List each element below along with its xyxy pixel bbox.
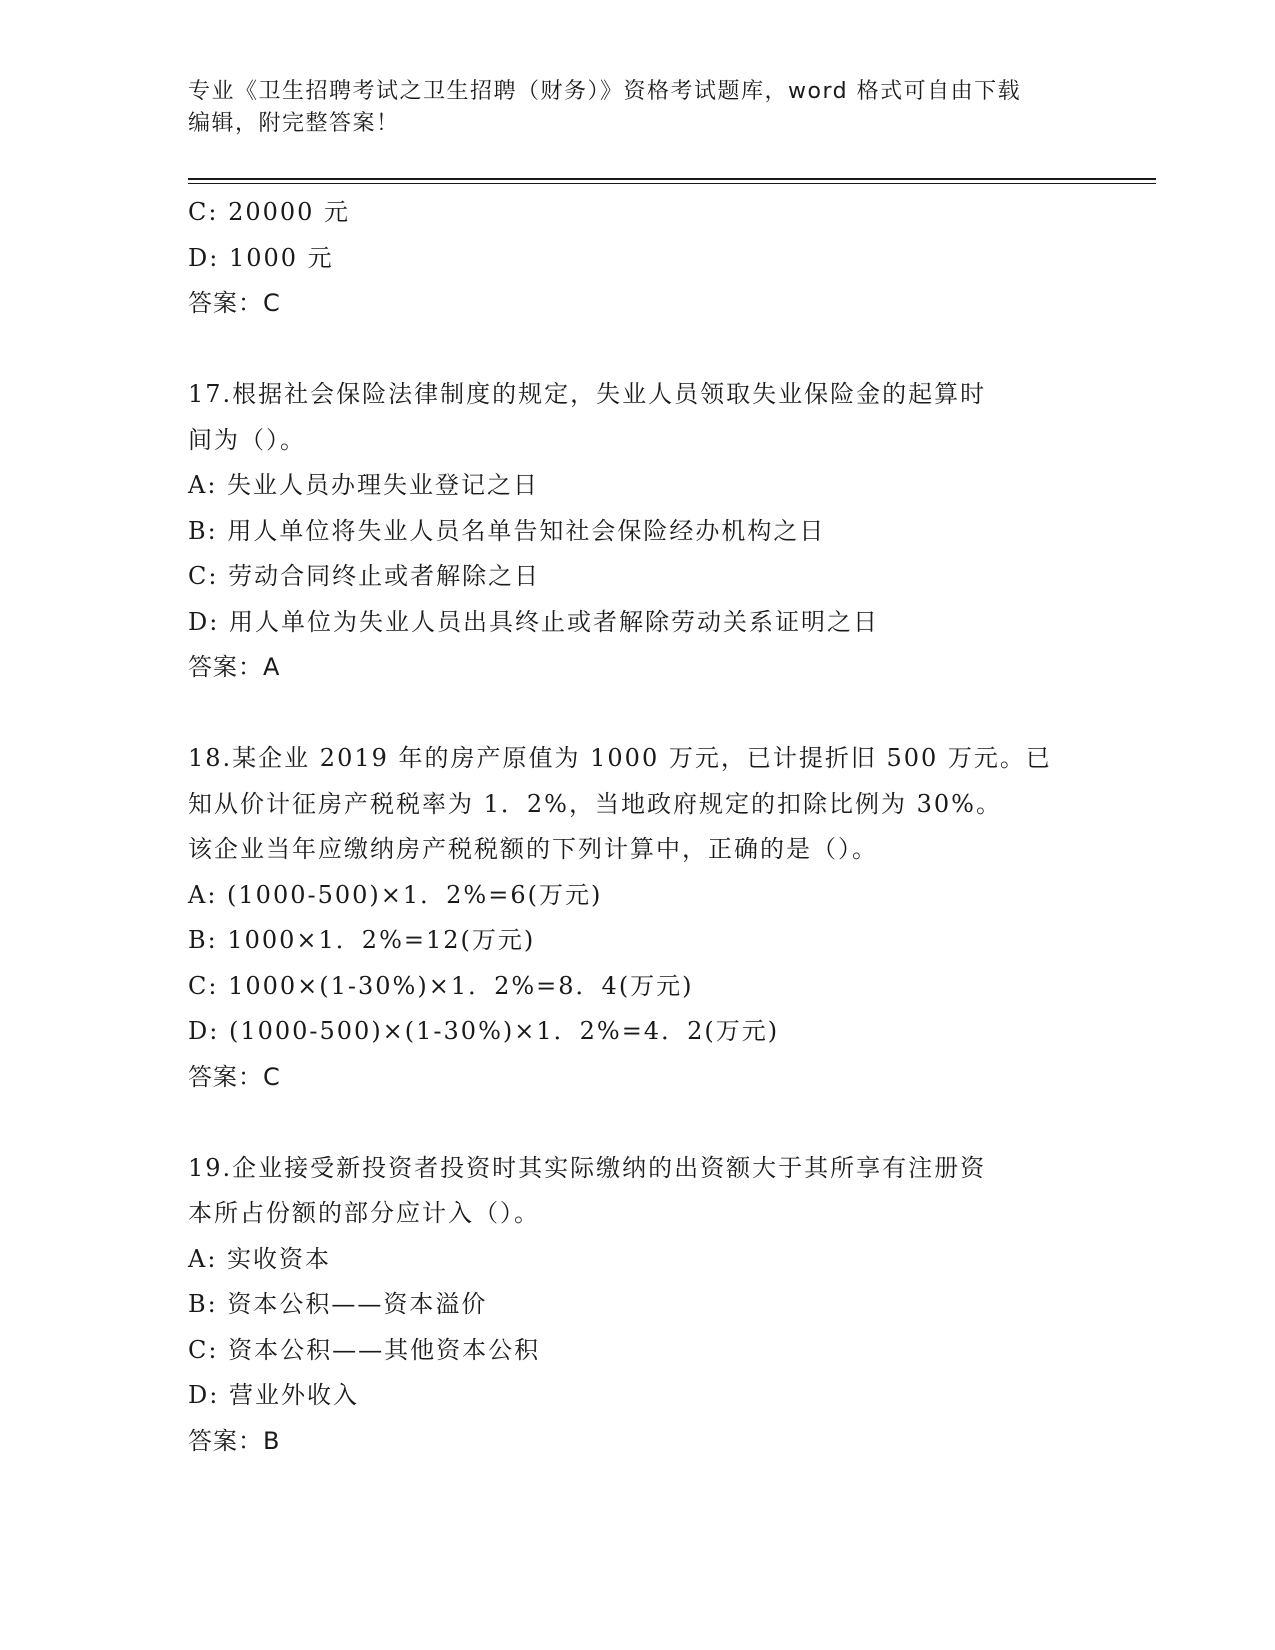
prev-option-c: C: 20000 元: [188, 198, 351, 226]
question-19-option-a: A: 实收资本: [188, 1244, 332, 1273]
question-17-option-c: C: 劳动合同终止或者解除之日: [188, 562, 541, 590]
question-17-option-a: A: 失业人员办理失业登记之日: [188, 471, 540, 499]
header-divider-thick: [188, 178, 1156, 180]
question-19-option-c: C: 资本公积——其他资本公积: [188, 1335, 541, 1364]
question-18-answer: 答案：C: [188, 1062, 281, 1091]
question-18-option-b: B: 1000×1．2%=12(万元): [188, 926, 536, 954]
document-header: [188, 76, 1088, 140]
question-content: [188, 190, 1088, 1464]
spacer: [188, 1100, 1088, 1146]
question-18-stem-line-1: 18.某企业 2019 年的房产原值为 1000 万元，已计提折旧 500 万元。已: [188, 744, 1052, 772]
question-17-stem-line-1: 17.根据社会保险法律制度的规定，失业人员领取失业保险金的起算时: [188, 380, 987, 408]
question-19-stem-line-1: 19.企业接受新投资者投资时其实际缴纳的出资额大于其所享有注册资: [188, 1153, 987, 1182]
question-17-option-d: D: 用人单位为失业人员出具终止或者解除劳动关系证明之日: [188, 607, 879, 636]
question-17: [188, 372, 1088, 691]
question-19-option-d: D: 营业外收入: [188, 1381, 359, 1409]
question-19-option-b: B: 资本公积——资本溢价: [188, 1290, 488, 1318]
question-17-answer: 答案：A: [188, 653, 281, 681]
prev-option-d: D: 1000 元: [188, 243, 334, 272]
question-19: [188, 1146, 1088, 1465]
question-18-option-c: C: 1000×(1-30%)×1．2%=8．4(万元): [188, 971, 694, 1000]
header-divider-thin: [188, 183, 1156, 184]
question-17-option-b: B: 用人单位将失业人员名单告知社会保险经办机构之日: [188, 516, 826, 545]
question-18-stem-line-2: 知从价计征房产税税率为 1．2%，当地政府规定的扣除比例为 30%。: [188, 789, 1002, 818]
question-19-stem-line-2: 本所占份额的部分应计入（）。: [188, 1199, 540, 1227]
question-18-option-a: A: (1000-500)×1．2%=6(万元): [188, 880, 603, 909]
question-18-stem-line-3: 该企业当年应缴纳房产税税额的下列计算中，正确的是（）。: [188, 835, 878, 863]
spacer: [188, 327, 1088, 373]
header-line-2: 编辑，附完整答案！: [188, 111, 400, 136]
question-17-stem-line-2: 间为（）。: [188, 425, 306, 454]
spacer: [188, 691, 1088, 737]
question-18-option-d: D: (1000-500)×(1-30%)×1．2%=4．2(万元): [188, 1017, 780, 1045]
question-18: [188, 736, 1088, 1100]
question-19-answer: 答案：B: [188, 1426, 281, 1455]
prev-answer: 答案：C: [188, 289, 281, 317]
header-line-1: 专业《卫生招聘考试之卫生招聘（财务）》资格考试题库，word 格式可自由下载: [188, 79, 1022, 104]
